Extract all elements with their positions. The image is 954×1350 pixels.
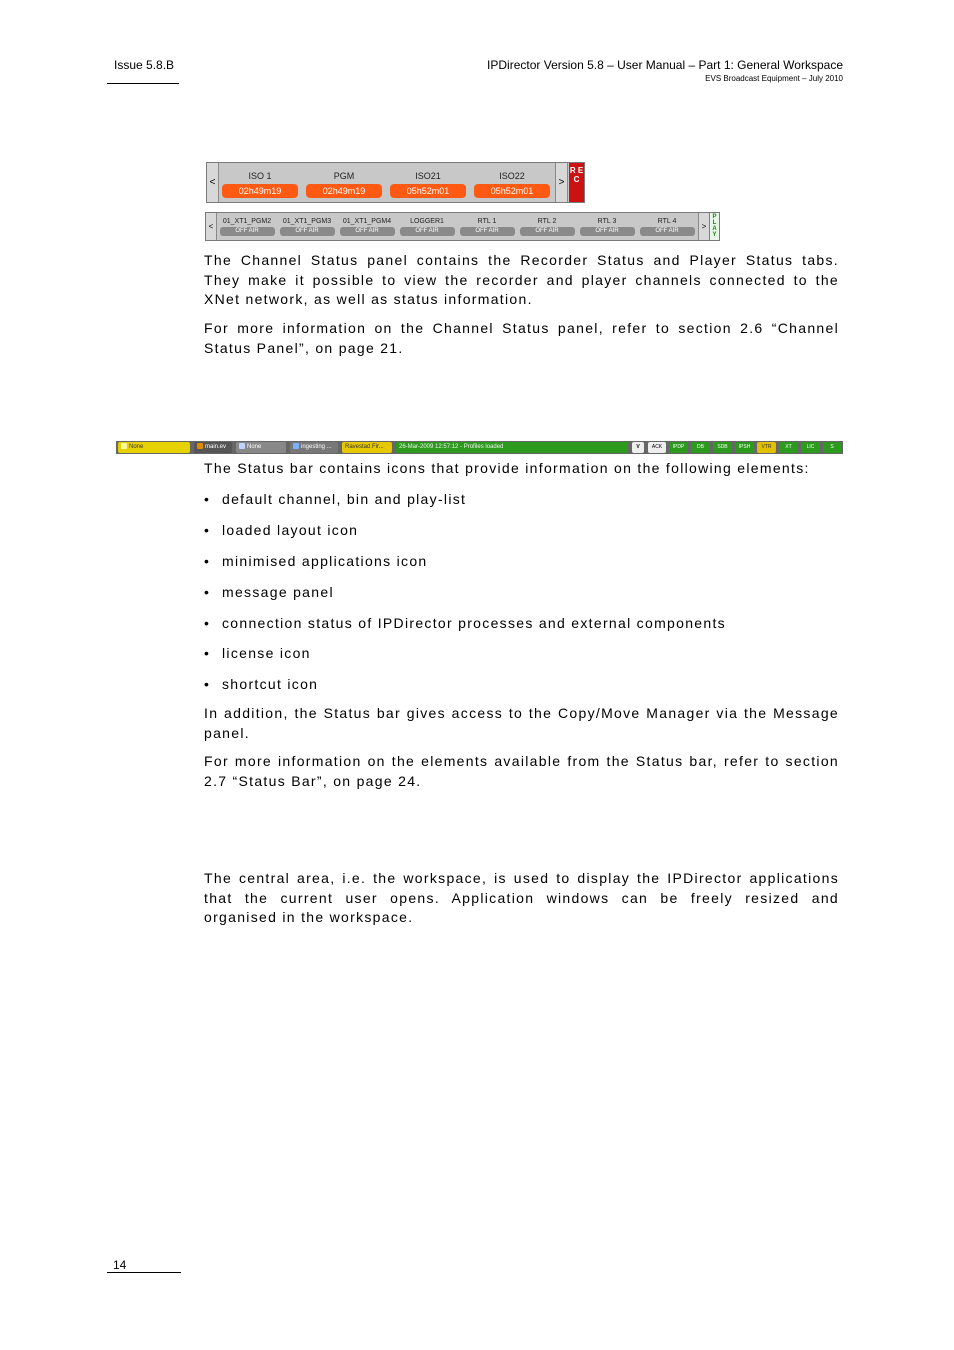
ack-button[interactable]: ACK [648,442,666,453]
status-bar-reference: For more information on the elements available from the Status bar, refer to section 2.7 “Status Bar”, on page 24. [204,753,839,789]
player-channel[interactable] [638,213,696,236]
shortcut-icon[interactable]: S [823,442,841,453]
process-ipdp-status[interactable]: IPDP [669,442,688,453]
player-channel[interactable] [458,213,516,236]
recorder-channel-name: ISO21 [415,171,441,181]
player-channel-name: RTL 4 [657,218,677,225]
layout-glyph-icon [293,443,299,449]
channel-status-reference: For more information on the Channel Status panel, refer to section 2.6 “Channel Status Panel”, on page 21. [204,320,839,356]
play-tab-label[interactable]: P L A Y [709,213,719,240]
player-channel[interactable] [518,213,576,236]
player-status-panel [205,212,720,241]
player-channel[interactable] [218,213,276,236]
message-text: 26-Mar-2009 12:57:12 - Profiles loaded [399,444,504,450]
prev-channel-button[interactable]: < [206,213,217,240]
player-channel[interactable] [398,213,456,236]
playlist-value: None [247,444,262,450]
channel-status-paragraph: The Channel Status panel contains the Recorder Status and Player Status tabs. They make it possible to view the recorder and player channels connected to the XNet network, as well as status information. [204,252,839,307]
recorder-channel[interactable] [305,163,383,198]
process-xt-status[interactable]: XT [779,442,798,453]
channel-icon [121,443,127,449]
recorder-timecode: 02h49m19 [306,184,382,198]
process-sdb-status[interactable]: SDB [713,442,732,453]
rec-tab-label[interactable]: R E C [569,163,584,202]
player-state: OFF AIR [340,227,395,236]
player-state: OFF AIR [220,227,275,236]
player-channel-name: 01_XT1_PGM2 [222,218,272,225]
message-dropdown-button[interactable]: V [632,442,644,453]
bin-value: main.ev [205,444,227,450]
player-state: OFF AIR [640,227,695,236]
player-state: OFF AIR [280,227,335,236]
recorder-channel[interactable] [473,163,551,198]
header-rule [107,83,179,84]
recorder-status-panel [206,162,585,203]
recorder-channel-name: PGM [333,171,355,181]
layout-icon[interactable] [290,442,338,453]
player-channel-name: RTL 1 [477,218,497,225]
player-channel-name: LOGGER1 [410,218,444,225]
process-db-status[interactable]: DB [691,442,710,453]
list-item: • license icon [204,644,311,663]
next-channel-button[interactable]: > [555,163,568,202]
recorder-channel[interactable] [221,163,299,198]
player-state: OFF AIR [400,227,455,236]
list-item: • minimised applications icon [204,552,428,571]
minimised-apps-icon[interactable] [342,442,392,453]
recorder-timecode: 05h52m01 [474,184,550,198]
default-channel-field[interactable] [118,442,190,453]
list-item: • shortcut icon [204,675,318,694]
footer-rule [107,1272,181,1273]
status-bar-intro: The Status bar contains icons that provide information on the following elements: [204,460,810,476]
issue-label: Issue 5.8.B [114,58,175,72]
player-channel-name: RTL 2 [537,218,557,225]
license-icon[interactable]: LIC [801,442,820,453]
player-channel-name: RTL 3 [597,218,617,225]
message-panel[interactable] [396,442,628,453]
prev-channel-button[interactable]: < [207,163,219,202]
bin-field[interactable] [194,442,232,453]
status-bar [116,441,843,454]
player-state: OFF AIR [580,227,635,236]
recorder-channel-name: ISO22 [499,171,525,181]
player-channel[interactable] [578,213,636,236]
player-channel[interactable] [278,213,336,236]
copy-move-paragraph: In addition, the Status bar gives access to the Copy/Move Manager via the Message panel. [204,705,839,741]
next-channel-button[interactable]: > [698,213,710,240]
recorder-timecode: 05h52m01 [390,184,466,198]
process-vtr-status[interactable]: VTR [757,442,776,453]
workspace-paragraph: The central area, i.e. the workspace, is used to display the IPDirector applications that the current user opens. Application windows can be freely resized and organised in the workspace. [204,870,839,925]
manual-title: IPDirector Version 5.8 – User Manual – Part 1: General Workspace [487,58,843,72]
player-state: OFF AIR [520,227,575,236]
recorder-channel[interactable] [389,163,467,198]
default-channel-value: None [129,444,144,450]
list-item: • loaded layout icon [204,521,358,540]
recorder-channel-name: ISO 1 [248,171,272,181]
page-number: 14 [113,1258,127,1272]
layout-value: ingesting ... [301,444,332,450]
recorder-timecode: 02h49m19 [222,184,298,198]
player-state: OFF AIR [460,227,515,236]
manual-subtitle: EVS Broadcast Equipment – July 2010 [705,74,843,83]
bin-icon [197,443,203,449]
process-ipsh-status[interactable]: IPSH [735,442,754,453]
playlist-field[interactable] [236,442,286,453]
list-item: • message panel [204,583,334,602]
list-item: • connection status of IPDirector processes and external components [204,614,726,633]
playlist-icon [239,443,245,449]
page-header [487,58,843,83]
player-channel-name: 01_XT1_PGM4 [342,218,392,225]
player-channel-name: 01_XT1_PGM3 [282,218,332,225]
list-item: • default channel, bin and play-list [204,490,466,509]
minimised-app-label: Ravestad Fir... [345,444,384,450]
player-channel[interactable] [338,213,396,236]
